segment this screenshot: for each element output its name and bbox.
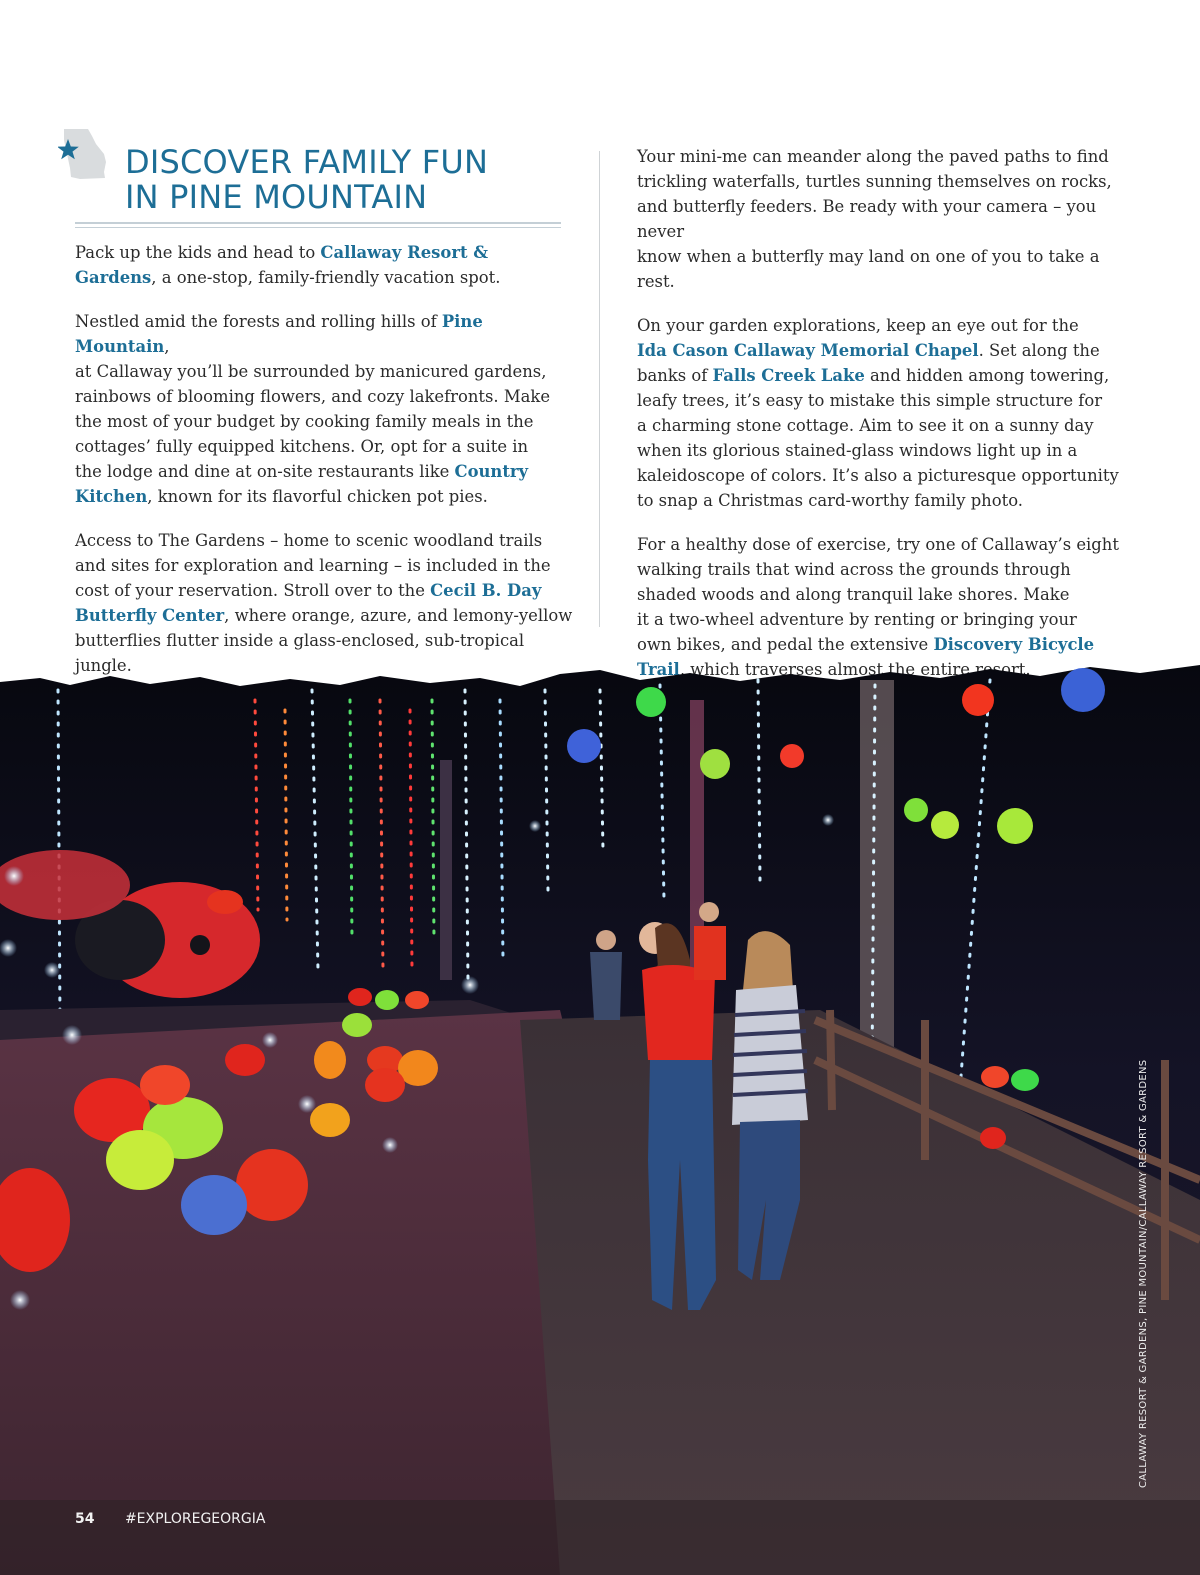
- page-footer: [75, 1511, 265, 1527]
- headline-block: [58, 128, 562, 232]
- place-name-highlight: Ida Cason Callaway Memorial Chapel: [637, 341, 979, 360]
- paragraph-text: , at Callaway you’ll be surrounded by manicured gardens, rainbows of blooming flowers, and cozy lakefronts. Make the most of your budget by cooking family meals in the cottages’ fully equipped kitchens. Or, opt for a suite in the lodge and dine at on-site restaurants like: [75, 337, 551, 481]
- paragraph-text: . Set along the banks of: [637, 341, 1100, 385]
- footer-hashtag: #EXPLOREGEORGIA: [124, 1511, 266, 1527]
- place-name-highlight: Pine Mountain: [75, 312, 483, 356]
- photo-credit: CALLAWAY RESORT & GARDENS, PINE MOUNTAIN/CALLAWAY RESORT & GARDENS: [1138, 1059, 1149, 1488]
- place-name-highlight: Discovery Bicycle Trail: [637, 635, 1095, 679]
- paragraph-text: Your mini-me can meander along the paved paths to find trickling waterfalls, turtles sunning themselves on rocks, and butterfly feeders. Be ready with your camera – you never know when a butterfly may land on one of you to take a rest.: [637, 147, 1112, 291]
- place-name-highlight: Country Kitchen: [75, 462, 529, 506]
- paragraph-text: , which traverses almost the entire resort.: [679, 660, 1031, 679]
- place-name-highlight: Falls Creek Lake: [712, 366, 865, 385]
- paragraph-text: Pack up the kids and head to: [75, 243, 321, 262]
- place-name-highlight: Callaway Resort & Gardens: [75, 243, 489, 287]
- paragraph-text: On your garden explorations, keep an eye out for the: [637, 316, 1079, 335]
- right-column: [637, 144, 1137, 701]
- place-name-highlight: Cecil B. Day Butterfly Center: [75, 581, 542, 625]
- feature-photo: [0, 640, 1200, 1575]
- paragraph-text: , known for its flavorful chicken pot pies.: [147, 487, 488, 506]
- paragraph-text: Nestled amid the forests and rolling hills of: [75, 312, 442, 331]
- page-number: 54: [75, 1511, 95, 1527]
- georgia-state-star-icon: [58, 128, 110, 184]
- title-underline: [75, 222, 561, 228]
- paragraph-text: For a healthy dose of exercise, try one of Callaway’s eight walking trails that wind across the grounds through shaded woods and along tranquil lake shores. Make it a two-wheel adventure by renting or bringing your own bikes, and pedal the extensive: [637, 535, 1119, 654]
- paragraph-text: , a one-stop, family-friendly vacation spot.: [151, 268, 501, 287]
- paragraph-text: , where orange, azure, and lemony-yellow butterflies flutter inside a glass-enclosed, sub-tropical jungle.: [75, 606, 573, 675]
- body-paragraph: [637, 144, 1137, 294]
- article-title: DISCOVER FAMILY FUN IN PINE MOUNTAIN: [125, 143, 489, 216]
- body-paragraph: [75, 309, 575, 509]
- paragraph-text: Access to The Gardens – home to scenic woodland trails and sites for exploration and learning – is included in the cost of your reservation. Stroll over to the: [75, 531, 551, 600]
- paragraph-text: and hidden among towering, leafy trees, it’s easy to mistake this simple structure for a charming stone cottage. Aim to see it on a sunny day when its glorious stained-glass windows light up in a kaleidoscope of colors. It’s also a picturesque opportunity to snap a Christmas card-worthy family photo.: [637, 366, 1119, 510]
- body-paragraph: [75, 240, 575, 290]
- column-divider: [599, 151, 600, 627]
- left-column: [75, 240, 575, 697]
- body-paragraph: [637, 313, 1137, 513]
